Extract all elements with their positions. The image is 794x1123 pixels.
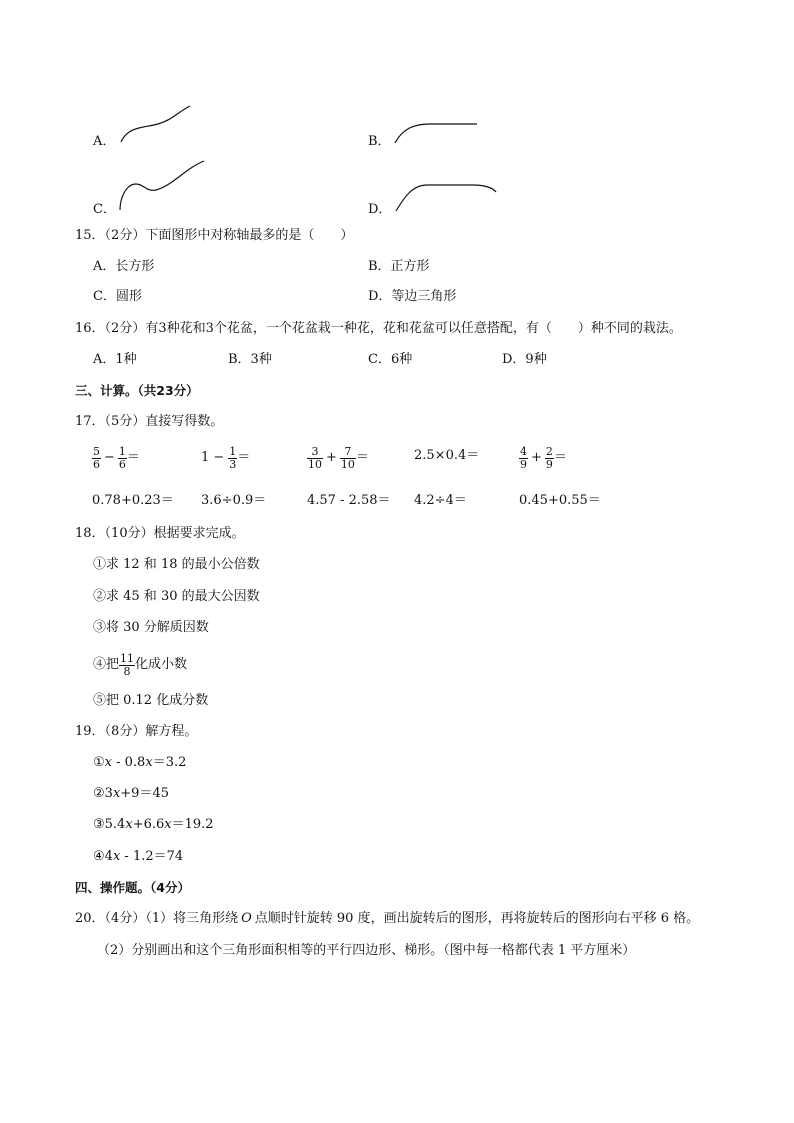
q20-line-2: （2）分别画出和这个三角形面积相等的平行四边形、梯形。（图中每一格都代表 1 平方厘米） [97,943,636,958]
q16-option-b: B．3种 [228,352,272,367]
q16-option-d: D．9种 [502,352,547,367]
q17-expr-5: $\frac{4}{9}$ + $\frac{2}{9}$ ＝ [520,444,567,471]
q20-line-1: 20．（4分）（1）将三角形绕 O 点顺时针旋转 90 度，画出旋转后的图形，再将旋转后的图形向右平移 6 格。 [75,911,700,926]
q16-option-c: C．6种 [368,352,413,367]
option-b-label: B． [368,134,391,149]
fraction: $\frac{1}{6}$ [118,444,126,471]
q15-option-c: C．圆形 [93,289,142,304]
option-c-curve [116,158,208,214]
q18-item-4: ④把 $\frac{11}{8}$ 化成小数 [93,651,188,678]
q16-stem: 16．（2分）有3种花和3个花盆，一个花盆栽一种花，花和花盆可以任意搭配，有（ ）种不同的栽法。 [75,321,682,336]
section-3-title: 三、计算。（共23分） [75,383,199,398]
q15-option-a: A．长方形 [93,259,155,274]
q19-stem: 19．（8分）解方程。 [75,724,198,739]
option-a-curve [118,102,194,146]
fraction: $\frac{4}{9}$ [520,444,527,471]
q15-option-b: B．正方形 [368,259,430,274]
q18-item-2: ②求 45 和 30 的最大公因数 [93,589,260,604]
q18-item-1: ①求 12 和 18 的最小公倍数 [93,557,260,572]
q19-eq-2: ②3x+9＝45 [93,786,169,801]
fraction: $\frac{11}{8}$ [120,651,135,678]
fraction: $\frac{1}{3}$ [229,444,237,471]
q17-expr-1: $\frac{5}{6}$ − $\frac{1}{6}$ ＝ [93,444,140,471]
q19-eq-4: ④4x - 1.2＝74 [93,849,184,864]
fraction: $\frac{5}{6}$ [93,444,100,471]
q17-expr-8: 4.57 - 2.58＝ [307,493,391,508]
q16-option-a: A．1种 [93,352,137,367]
q19-eq-1: ①x - 0.8x＝3.2 [93,755,187,770]
q18-item-5: ⑤把 0.12 化成分数 [93,693,209,708]
option-a-label: A． [93,134,116,149]
q17-stem: 17．（5分）直接写得数。 [75,414,224,429]
q17-expr-4: 2.5×0.4＝ [414,448,480,463]
q17-expr-9: 4.2÷4＝ [414,493,467,508]
fraction: $\frac{2}{9}$ [545,444,553,471]
q19-eq-3: ③5.4x+6.6x＝19.2 [93,817,214,832]
fraction: $\frac{7}{10}$ [340,444,355,471]
fraction: $\frac{3}{10}$ [308,444,322,471]
option-d-curve [393,178,499,214]
q17-expr-10: 0.45+0.55＝ [519,493,601,508]
option-b-curve [392,118,482,146]
q17-expr-6: 0.78+0.23＝ [92,493,174,508]
option-d-label: D． [368,202,392,217]
q15-option-d: D．等边三角形 [368,289,457,304]
section-4-title: 四、操作题。（4分） [75,880,190,895]
q17-expr-3: $\frac{3}{10}$ + $\frac{7}{10}$ ＝ [308,444,369,471]
q18-item-3: ③将 30 分解质因数 [93,620,209,635]
q17-expr-2: 1 − $\frac{1}{3}$ ＝ [201,444,251,471]
q17-expr-7: 3.6÷0.9＝ [201,493,267,508]
q15-stem: 15．（2分）下面图形中对称轴最多的是（ ） [75,228,354,243]
option-c-label: C． [93,202,116,217]
q18-stem: 18．（10分）根据要求完成。 [75,526,245,541]
